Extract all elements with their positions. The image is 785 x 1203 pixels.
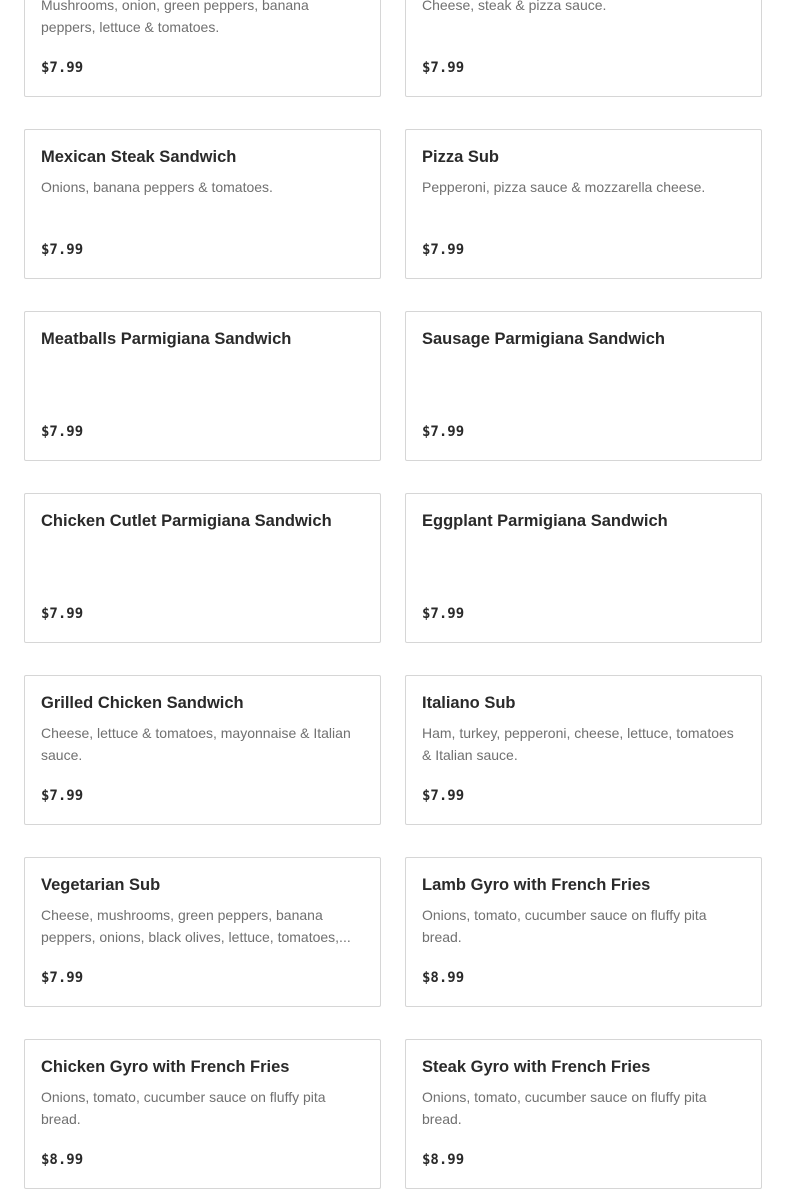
menu-item-description: Onions, tomato, cucumber sauce on fluffy pita bread. — [422, 907, 707, 945]
menu-item-card[interactable] — [24, 0, 381, 97]
menu-item-price: $7.99 — [41, 242, 84, 258]
menu-item-price: $7.99 — [41, 606, 84, 622]
menu-item-card[interactable] — [24, 675, 381, 825]
menu-item-description: Cheese, steak & pizza sauce. — [422, 0, 607, 13]
menu-item-description: Ham, turkey, pepperoni, cheese, lettuce, tomatoes & Italian sauce. — [422, 725, 734, 763]
menu-item-price: $7.99 — [41, 60, 84, 76]
menu-item-price: $7.99 — [422, 788, 465, 804]
menu-item-card[interactable] — [405, 675, 762, 825]
menu-item-name: Grilled Chicken Sandwich — [41, 694, 244, 712]
menu-item-card[interactable] — [24, 493, 381, 643]
menu-item-card[interactable] — [24, 1039, 381, 1189]
menu-item-name: Steak Gyro with French Fries — [422, 1058, 651, 1076]
menu-item-card[interactable] — [24, 857, 381, 1007]
menu-item-name: Italiano Sub — [422, 694, 516, 712]
menu-item-description: Onions, tomato, cucumber sauce on fluffy pita bread. — [41, 1089, 326, 1127]
menu-item-description: Cheese, mushrooms, green peppers, banana peppers, onions, black olives, lettuce, tomatoes,... — [41, 907, 351, 945]
menu-item-name: Chicken Gyro with French Fries — [41, 1058, 290, 1076]
menu-item-card[interactable] — [405, 311, 762, 461]
menu-item-name: Vegetarian Sub — [41, 876, 161, 894]
menu-item-card[interactable] — [24, 129, 381, 279]
menu-item-name: Eggplant Parmigiana Sandwich — [422, 512, 668, 530]
menu-item-price: $8.99 — [41, 1152, 84, 1168]
menu-item-card[interactable] — [405, 0, 762, 97]
menu-item-description: Onions, banana peppers & tomatoes. — [41, 179, 273, 195]
menu-item-card[interactable] — [405, 493, 762, 643]
menu-item-description: Pepperoni, pizza sauce & mozzarella cheese. — [422, 179, 706, 195]
menu-item-price: $8.99 — [422, 1152, 465, 1168]
menu-item-price: $7.99 — [422, 424, 465, 440]
menu-item-name: Chicken Cutlet Parmigiana Sandwich — [41, 512, 332, 530]
menu-item-description: Mushrooms, onion, green peppers, banana peppers, lettuce & tomatoes. — [41, 0, 309, 35]
menu-item-name: Meatballs Parmigiana Sandwich — [41, 330, 292, 348]
menu-item-name: Lamb Gyro with French Fries — [422, 876, 651, 894]
menu-item-price: $7.99 — [41, 424, 84, 440]
menu-item-price: $7.99 — [422, 60, 465, 76]
menu-item-price: $8.99 — [422, 970, 465, 986]
menu-item-card[interactable] — [405, 129, 762, 279]
menu-item-name: Sausage Parmigiana Sandwich — [422, 330, 666, 348]
menu-item-description: Onions, tomato, cucumber sauce on fluffy pita bread. — [422, 1089, 707, 1127]
menu-item-card[interactable] — [24, 311, 381, 461]
menu-item-name: Pizza Sub — [422, 148, 500, 166]
menu-item-price: $7.99 — [41, 970, 84, 986]
menu-item-card[interactable] — [405, 1039, 762, 1189]
menu-item-description: Cheese, lettuce & tomatoes, mayonnaise & Italian sauce. — [41, 725, 351, 763]
menu-item-card[interactable] — [405, 857, 762, 1007]
menu-item-price: $7.99 — [41, 788, 84, 804]
menu-item-name: Mexican Steak Sandwich — [41, 148, 237, 166]
menu-item-price: $7.99 — [422, 242, 465, 258]
menu-item-price: $7.99 — [422, 606, 465, 622]
